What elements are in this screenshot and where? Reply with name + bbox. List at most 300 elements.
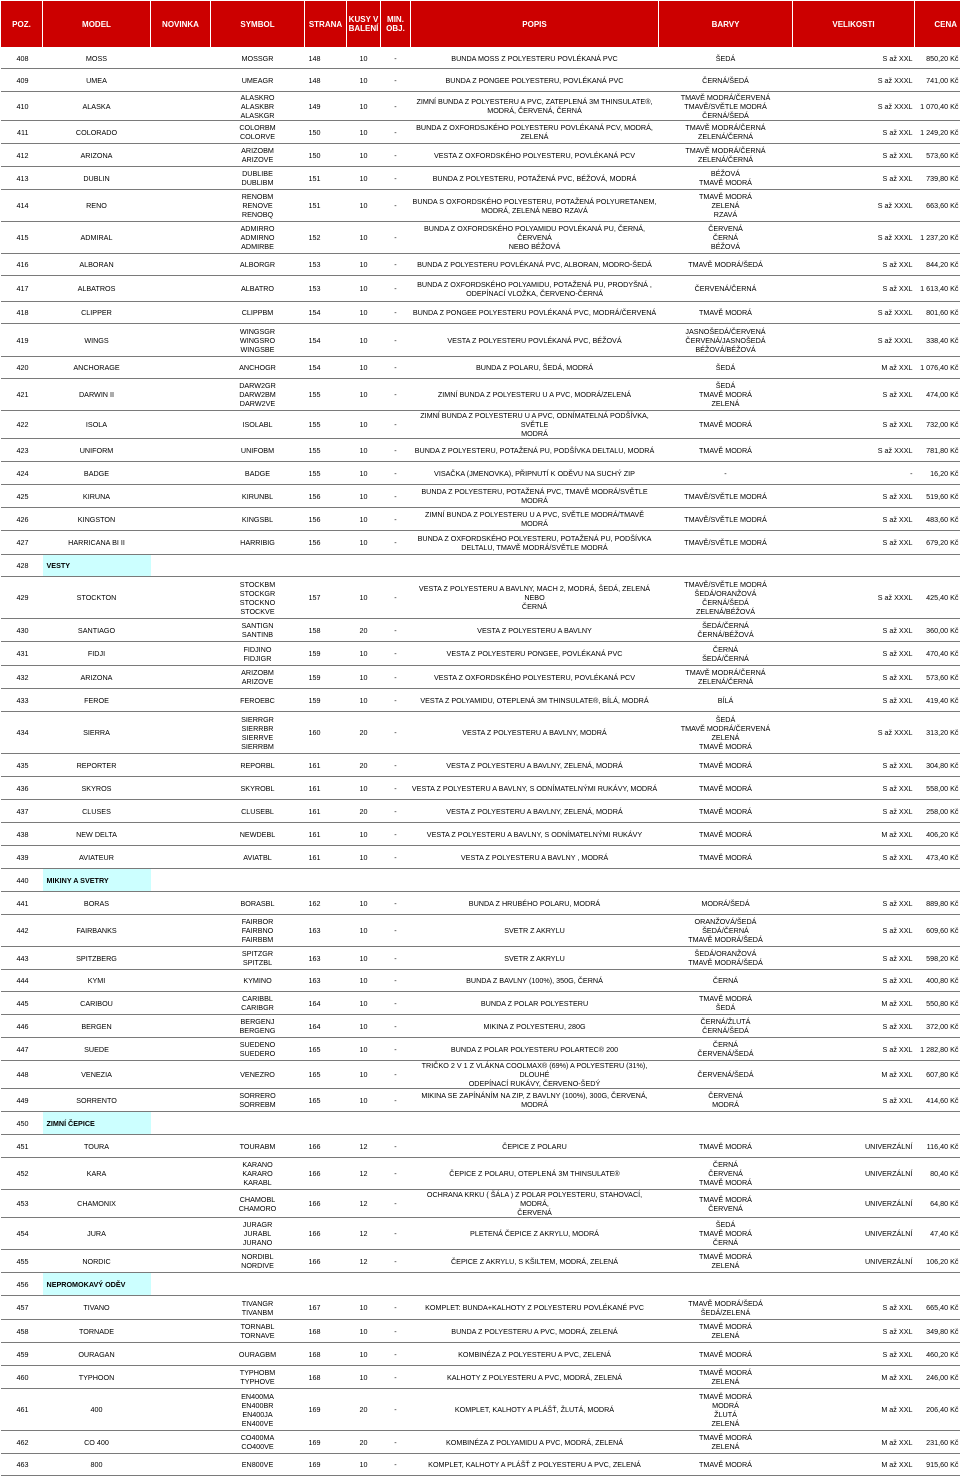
row-kusy: 10 [347,48,381,69]
row-velikosti: S až XXL [793,800,915,823]
row-kusy: 10 [347,846,381,869]
row-novinka [151,508,211,531]
empty-cell [347,869,381,892]
row-kusy: 10 [347,1089,381,1112]
row-symbol: FEROEBC [211,689,305,712]
row-velikosti: S až XXL [793,485,915,508]
row-strana: 151 [305,190,347,222]
row-kusy: 10 [347,531,381,555]
row-velikosti: S až XXXL [793,324,915,357]
row-kusy: 20 [347,1389,381,1431]
row-novinka [151,69,211,92]
table-row [1,121,960,144]
table-row [1,892,960,915]
row-pos: 409 [1,69,43,92]
row-model: BERGEN [43,1015,151,1038]
row-model: CLIPPER [43,302,151,324]
row-barvy: TMAVĚ MODRÁ [659,823,793,846]
row-strana: 159 [305,642,347,666]
empty-cell [305,1273,347,1296]
row-model: TORNADE [43,1320,151,1343]
table-row [1,144,960,167]
row-velikosti: S až XXL [793,254,915,276]
row-strana: 152 [305,222,347,254]
row-barvy: MODRÁ/ŠEDÁ [659,892,793,915]
row-pos: 453 [1,1190,43,1218]
row-min: - [381,144,411,167]
row-popis: KOMBINÉZA Z POLYAMIDU A PVC, MODRÁ, ZELENÁ [411,1431,659,1454]
row-barvy: TMAVĚ MODRÁ/ŠEDÁ ŠEDÁ/ZELENÁ [659,1296,793,1320]
row-symbol: TORNABL TORNAVE [211,1320,305,1343]
row-cena: 258,00 Kč [915,800,960,823]
row-popis: SVETR Z AKRYLU [411,947,659,970]
empty-cell [411,555,659,577]
header-min: MIN. OBJ. [381,1,411,48]
row-popis: VISAČKA (JMENOVKA), PŘIPNUTÍ K ODĚVU NA SUCHÝ ZIP [411,462,659,485]
row-model: FEROE [43,689,151,712]
row-model: SORRENTO [43,1089,151,1112]
row-pos: 421 [1,379,43,411]
row-kusy: 10 [347,508,381,531]
row-min: - [381,619,411,642]
row-kusy: 10 [347,1320,381,1343]
table-row [1,992,960,1015]
table-row [1,689,960,712]
row-novinka [151,823,211,846]
table-row [1,1343,960,1366]
row-pos: 425 [1,485,43,508]
row-popis: VESTA Z POLYESTERU PONGEE, POVLÉKANÁ PVC [411,642,659,666]
row-min: - [381,992,411,1015]
row-pos: 411 [1,121,43,144]
row-velikosti: UNIVERZÁLNÍ [793,1135,915,1158]
row-symbol: UMEAGR [211,69,305,92]
table-row [1,800,960,823]
row-min: - [381,1135,411,1158]
row-cena: 519,60 Kč [915,485,960,508]
row-novinka [151,411,211,439]
row-novinka [151,1038,211,1061]
row-model: ALBORAN [43,254,151,276]
table-row [1,1135,960,1158]
row-pos: 459 [1,1343,43,1366]
row-popis: BUNDA Z POLYESTERU, POTAŽENÁ PU, PODŠÍVKA DELTALU, MODRÁ [411,439,659,462]
row-barvy: BÍLÁ [659,689,793,712]
row-cena: 1 249,20 Kč [915,121,960,144]
row-pos: 410 [1,92,43,121]
row-symbol: SORRERO SORREBM [211,1089,305,1112]
row-kusy: 10 [347,1061,381,1089]
row-kusy: 10 [347,485,381,508]
table-row [1,357,960,379]
table-row [1,970,960,992]
row-barvy: TMAVĚ MODRÁ/ČERVENÁ TMAVĚ/SVĚTLE MODRÁ ČERNÁ/ŠEDÁ [659,92,793,121]
row-min: - [381,69,411,92]
row-min: - [381,800,411,823]
row-min: - [381,1190,411,1218]
row-popis: VESTA Z POLYESTERU A BAVLNY [411,619,659,642]
row-velikosti: S až XXL [793,167,915,190]
row-kusy: 10 [347,190,381,222]
row-barvy: TMAVĚ/SVĚTLE MODRÁ [659,531,793,555]
row-novinka [151,1389,211,1431]
row-model: CHAMONIX [43,1190,151,1218]
row-symbol: TYPHOBM TYPHOVE [211,1366,305,1389]
table-row [1,577,960,619]
row-novinka [151,462,211,485]
row-model: COLORADO [43,121,151,144]
row-velikosti: S až XXL [793,970,915,992]
row-cena: 889,80 Kč [915,892,960,915]
row-model: VENEZIA [43,1061,151,1089]
row-kusy: 10 [347,1296,381,1320]
row-kusy: 10 [347,642,381,666]
row-velikosti: S až XXL [793,666,915,689]
row-popis: MIKINA Z POLYESTERU, 280G [411,1015,659,1038]
row-min: - [381,1089,411,1112]
row-strana: 151 [305,167,347,190]
row-strana: 168 [305,1343,347,1366]
row-barvy: TMAVĚ MODRÁ ČERVENÁ [659,1190,793,1218]
row-pos: 429 [1,577,43,619]
row-cena: 550,80 Kč [915,992,960,1015]
row-symbol: VENEZRO [211,1061,305,1089]
row-barvy: ŠEDÁ [659,357,793,379]
row-model: WINGS [43,324,151,357]
row-cena: 607,80 Kč [915,1061,960,1089]
row-cena: 470,40 Kč [915,642,960,666]
row-symbol: OURAGBM [211,1343,305,1366]
row-popis: KALHOTY Z POLYESTERU A PVC, MODRÁ, ZELENÁ [411,1366,659,1389]
row-model: CLUSES [43,800,151,823]
row-barvy: TMAVĚ MODRÁ/ČERNÁ ZELENÁ/ČERNÁ [659,121,793,144]
row-symbol: SKYROBL [211,777,305,800]
row-min: - [381,254,411,276]
row-popis: ZIMNÍ BUNDA Z POLYESTERU U A PVC, MODRÁ/ZELENÁ [411,379,659,411]
row-cena: 1 282,80 Kč [915,1038,960,1061]
row-popis: ČEPICE Z POLARU, OTEPLENÁ 3M THINSULATE® [411,1158,659,1190]
row-cena: 665,40 Kč [915,1296,960,1320]
table-row [1,619,960,642]
row-novinka [151,1135,211,1158]
table-row [1,531,960,555]
row-kusy: 10 [347,324,381,357]
empty-cell [381,1112,411,1135]
row-barvy: ORANŽOVÁ/ŠEDÁ ŠEDÁ/ČERNÁ TMAVĚ MODRÁ/ŠEDÁ [659,915,793,947]
row-popis: ČEPICE Z POLARU [411,1135,659,1158]
row-novinka [151,167,211,190]
empty-cell [793,555,915,577]
row-kusy: 10 [347,1343,381,1366]
row-cena: 573,60 Kč [915,144,960,167]
row-symbol: ANCHOGR [211,357,305,379]
row-model: ISOLA [43,411,151,439]
row-barvy: TMAVĚ MODRÁ ZELENÁ RZAVÁ [659,190,793,222]
row-velikosti: S až XXL [793,619,915,642]
row-symbol: ALBORGR [211,254,305,276]
row-kusy: 12 [347,1135,381,1158]
row-barvy: ČERVENÁ/ŠEDÁ [659,1061,793,1089]
row-model: DARWIN II [43,379,151,411]
row-velikosti: S až XXL [793,947,915,970]
row-barvy: ČERVENÁ MODRÁ [659,1089,793,1112]
row-cena: 741,00 Kč [915,69,960,92]
header-pos: POZ. [1,1,43,48]
row-kusy: 10 [347,823,381,846]
row-barvy: TMAVĚ/SVĚTLE MODRÁ ŠEDÁ/ORANŽOVÁ ČERNÁ/ŠEDÁ ZELENÁ/BÉŽOVÁ [659,577,793,619]
row-popis: VESTA Z POLYESTERU A BAVLNY, ZELENÁ, MODRÁ [411,800,659,823]
row-pos: 445 [1,992,43,1015]
row-symbol: KYMINO [211,970,305,992]
row-strana: 154 [305,302,347,324]
row-velikosti: - [793,462,915,485]
category-row [1,555,960,577]
row-barvy: TMAVĚ MODRÁ [659,439,793,462]
row-novinka [151,1089,211,1112]
row-symbol: HARRIBIG [211,531,305,555]
row-model: CARIBOU [43,992,151,1015]
row-model: FIDJI [43,642,151,666]
row-pos: 426 [1,508,43,531]
table-row [1,48,960,69]
row-cena: 844,20 Kč [915,254,960,276]
row-min: - [381,689,411,712]
row-cena: 116,40 Kč [915,1135,960,1158]
row-kusy: 10 [347,92,381,121]
row-symbol: AVIATBL [211,846,305,869]
row-pos: 438 [1,823,43,846]
row-barvy: ČERNÁ ČERVENÁ/ŠEDÁ [659,1038,793,1061]
row-novinka [151,666,211,689]
row-velikosti: S až XXXL [793,577,915,619]
row-pos: 408 [1,48,43,69]
row-popis: BUNDA Z HRUBÉHO POLARU, MODRÁ [411,892,659,915]
row-velikosti: S až XXL [793,1089,915,1112]
row-strana: 155 [305,379,347,411]
row-cena: 106,20 Kč [915,1250,960,1273]
row-min: - [381,439,411,462]
row-strana: 150 [305,144,347,167]
row-symbol: BORASBL [211,892,305,915]
row-model: OURAGAN [43,1343,151,1366]
row-velikosti: S až XXL [793,144,915,167]
row-cena: 47,40 Kč [915,1218,960,1250]
table-row [1,439,960,462]
row-symbol: SPITZGR SPITZBL [211,947,305,970]
row-pos: 418 [1,302,43,324]
row-cena: 206,40 Kč [915,1389,960,1431]
row-cena: 246,00 Kč [915,1366,960,1389]
row-min: - [381,754,411,777]
row-popis: BUNDA Z OXFORDSKÉHO POLYESTERU, POTAŽENÁ PU, PODŠÍVKA DELTALU, TMAVĚ MODRÁ/SVĚTLE MODRÁ [411,531,659,555]
row-popis: VESTA Z POLYESTERU A BAVLNY , MODRÁ [411,846,659,869]
row-velikosti: S až XXXL [793,69,915,92]
category-name: VESTY [43,555,151,577]
row-velikosti: S až XXL [793,531,915,555]
row-barvy: TMAVĚ MODRÁ [659,754,793,777]
row-pos: 439 [1,846,43,869]
row-min: - [381,642,411,666]
row-strana: 159 [305,666,347,689]
row-barvy: TMAVĚ MODRÁ/ČERNÁ ZELENÁ/ČERNÁ [659,144,793,167]
row-barvy: TMAVĚ MODRÁ [659,846,793,869]
row-min: - [381,712,411,754]
row-min: - [381,92,411,121]
row-novinka [151,324,211,357]
row-model: NEW DELTA [43,823,151,846]
row-popis: VESTA Z POLYESTERU A BAVLNY, S ODNÍMATELNÝMI RUKÁVY [411,823,659,846]
table-row [1,642,960,666]
empty-cell [793,869,915,892]
row-kusy: 10 [347,357,381,379]
table-row [1,1454,960,1476]
row-kusy: 20 [347,800,381,823]
row-symbol: SUEDENO SUEDERO [211,1038,305,1061]
row-popis: TRIČKO 2 V 1 Z VLÁKNA COOLMAX® (69%) A POLYESTERU (31%), DLOUHÉ ODEPÍNACÍ RUKÁVY, ČERVENO-ŠEDÝ [411,1061,659,1089]
empty-cell [659,555,793,577]
row-strana: 167 [305,1296,347,1320]
row-popis: VESTA Z POLYAMIDU, OTEPLENÁ 3M THINSULATE®, BÍLÁ, MODRÁ [411,689,659,712]
row-novinka [151,577,211,619]
row-velikosti: M až XXL [793,823,915,846]
row-pos: 455 [1,1250,43,1273]
row-velikosti: S až XXL [793,379,915,411]
row-pos: 417 [1,276,43,302]
row-strana: 154 [305,324,347,357]
row-novinka [151,947,211,970]
row-novinka [151,92,211,121]
row-symbol: UNIFOBM [211,439,305,462]
row-novinka [151,892,211,915]
row-velikosti: S až XXXL [793,222,915,254]
row-popis: OCHRANA KRKU ( ŠÁLA ) Z POLAR POLYESTERU, STAHOVACÍ, MODRÁ, ČERVENÁ [411,1190,659,1218]
row-kusy: 10 [347,689,381,712]
row-kusy: 10 [347,892,381,915]
row-kusy: 10 [347,577,381,619]
table-row [1,1015,960,1038]
row-barvy: ŠEDÁ TMAVĚ MODRÁ/ČERVENÁ ZELENÁ TMAVĚ MODRÁ [659,712,793,754]
row-symbol: RENOBM RENOVE RENOBQ [211,190,305,222]
row-cena: 598,20 Kč [915,947,960,970]
row-kusy: 10 [347,915,381,947]
row-symbol: DARW2GR DARW2BM DARW2VE [211,379,305,411]
row-kusy: 10 [347,302,381,324]
row-symbol: SANTIGN SANTINB [211,619,305,642]
row-symbol: CLIPPBM [211,302,305,324]
row-model: UMEA [43,69,151,92]
row-min: - [381,1015,411,1038]
row-symbol: EN400MA EN400BR EN400JA EN400VE [211,1389,305,1431]
row-barvy: ŠEDÁ TMAVĚ MODRÁ ČERNÁ [659,1218,793,1250]
row-novinka [151,302,211,324]
row-barvy: TMAVĚ MODRÁ [659,411,793,439]
row-popis: BUNDA Z PONGEE POLYESTERU, POVLÉKANÁ PVC [411,69,659,92]
row-velikosti: S až XXL [793,1015,915,1038]
row-min: - [381,1454,411,1476]
row-strana: 162 [305,892,347,915]
table-row [1,823,960,846]
row-symbol: KIRUNBL [211,485,305,508]
row-barvy: ŠEDÁ [659,48,793,69]
row-barvy: ČERVENÁ/ČERNÁ [659,276,793,302]
row-symbol: CARIBBL CARIBGR [211,992,305,1015]
row-pos: 446 [1,1015,43,1038]
row-min: - [381,222,411,254]
row-strana: 156 [305,531,347,555]
row-novinka [151,357,211,379]
row-kusy: 10 [347,167,381,190]
row-cena: 460,20 Kč [915,1343,960,1366]
row-strana: 166 [305,1158,347,1190]
row-min: - [381,1061,411,1089]
empty-cell [347,1112,381,1135]
row-novinka [151,485,211,508]
row-pos: 462 [1,1431,43,1454]
header-symbol: SYMBOL [211,1,305,48]
row-pos: 430 [1,619,43,642]
row-symbol: ALASKRO ALASKBR ALASKGR [211,92,305,121]
row-strana: 156 [305,485,347,508]
row-novinka [151,276,211,302]
table-row [1,276,960,302]
row-pos: 433 [1,689,43,712]
row-model: KIRUNA [43,485,151,508]
table-row [1,1320,960,1343]
empty-cell [347,1273,381,1296]
table-row [1,1190,960,1218]
row-strana: 156 [305,508,347,531]
row-cena: 360,00 Kč [915,619,960,642]
row-novinka [151,1218,211,1250]
row-model: RENO [43,190,151,222]
row-velikosti: UNIVERZÁLNÍ [793,1250,915,1273]
empty-cell [151,869,211,892]
row-model: STOCKTON [43,577,151,619]
row-velikosti: M až XXL [793,1389,915,1431]
row-barvy: TMAVĚ MODRÁ ZELENÁ [659,1431,793,1454]
row-strana: 165 [305,1061,347,1089]
row-kusy: 10 [347,254,381,276]
row-barvy: ŠEDÁ TMAVĚ MODRÁ ZELENÁ [659,379,793,411]
category-name: ZIMNÍ ČEPICE [43,1112,151,1135]
row-popis: VESTA Z POLYESTERU A BAVLNY, MACH 2, MODRÁ, ŠEDÁ, ZELENÁ NEBO ČERNÁ [411,577,659,619]
row-velikosti: S až XXXL [793,92,915,121]
row-min: - [381,970,411,992]
row-novinka [151,144,211,167]
row-pos: 416 [1,254,43,276]
row-symbol: STOCKBM STOCKGR STOCKNO STOCKVE [211,577,305,619]
row-strana: 166 [305,1218,347,1250]
table-row [1,485,960,508]
row-pos: 442 [1,915,43,947]
row-cena: 781,80 Kč [915,439,960,462]
row-min: - [381,324,411,357]
row-kusy: 10 [347,411,381,439]
row-symbol: COLORBM COLORVE [211,121,305,144]
empty-cell [151,1112,211,1135]
row-velikosti: S až XXL [793,915,915,947]
row-model: JURA [43,1218,151,1250]
row-pos: 423 [1,439,43,462]
row-popis: BUNDA Z OXFORDSKÉHO POLYAMIDU POVLÉKANÁ PU, ČERNÁ, ČERVENÁ NEBO BÉŽOVÁ [411,222,659,254]
row-velikosti: M až XXL [793,992,915,1015]
row-model: AVIATEUR [43,846,151,869]
row-novinka [151,222,211,254]
header-model: MODEL [43,1,151,48]
row-pos: 457 [1,1296,43,1320]
empty-cell [211,1112,305,1135]
row-pos: 454 [1,1218,43,1250]
